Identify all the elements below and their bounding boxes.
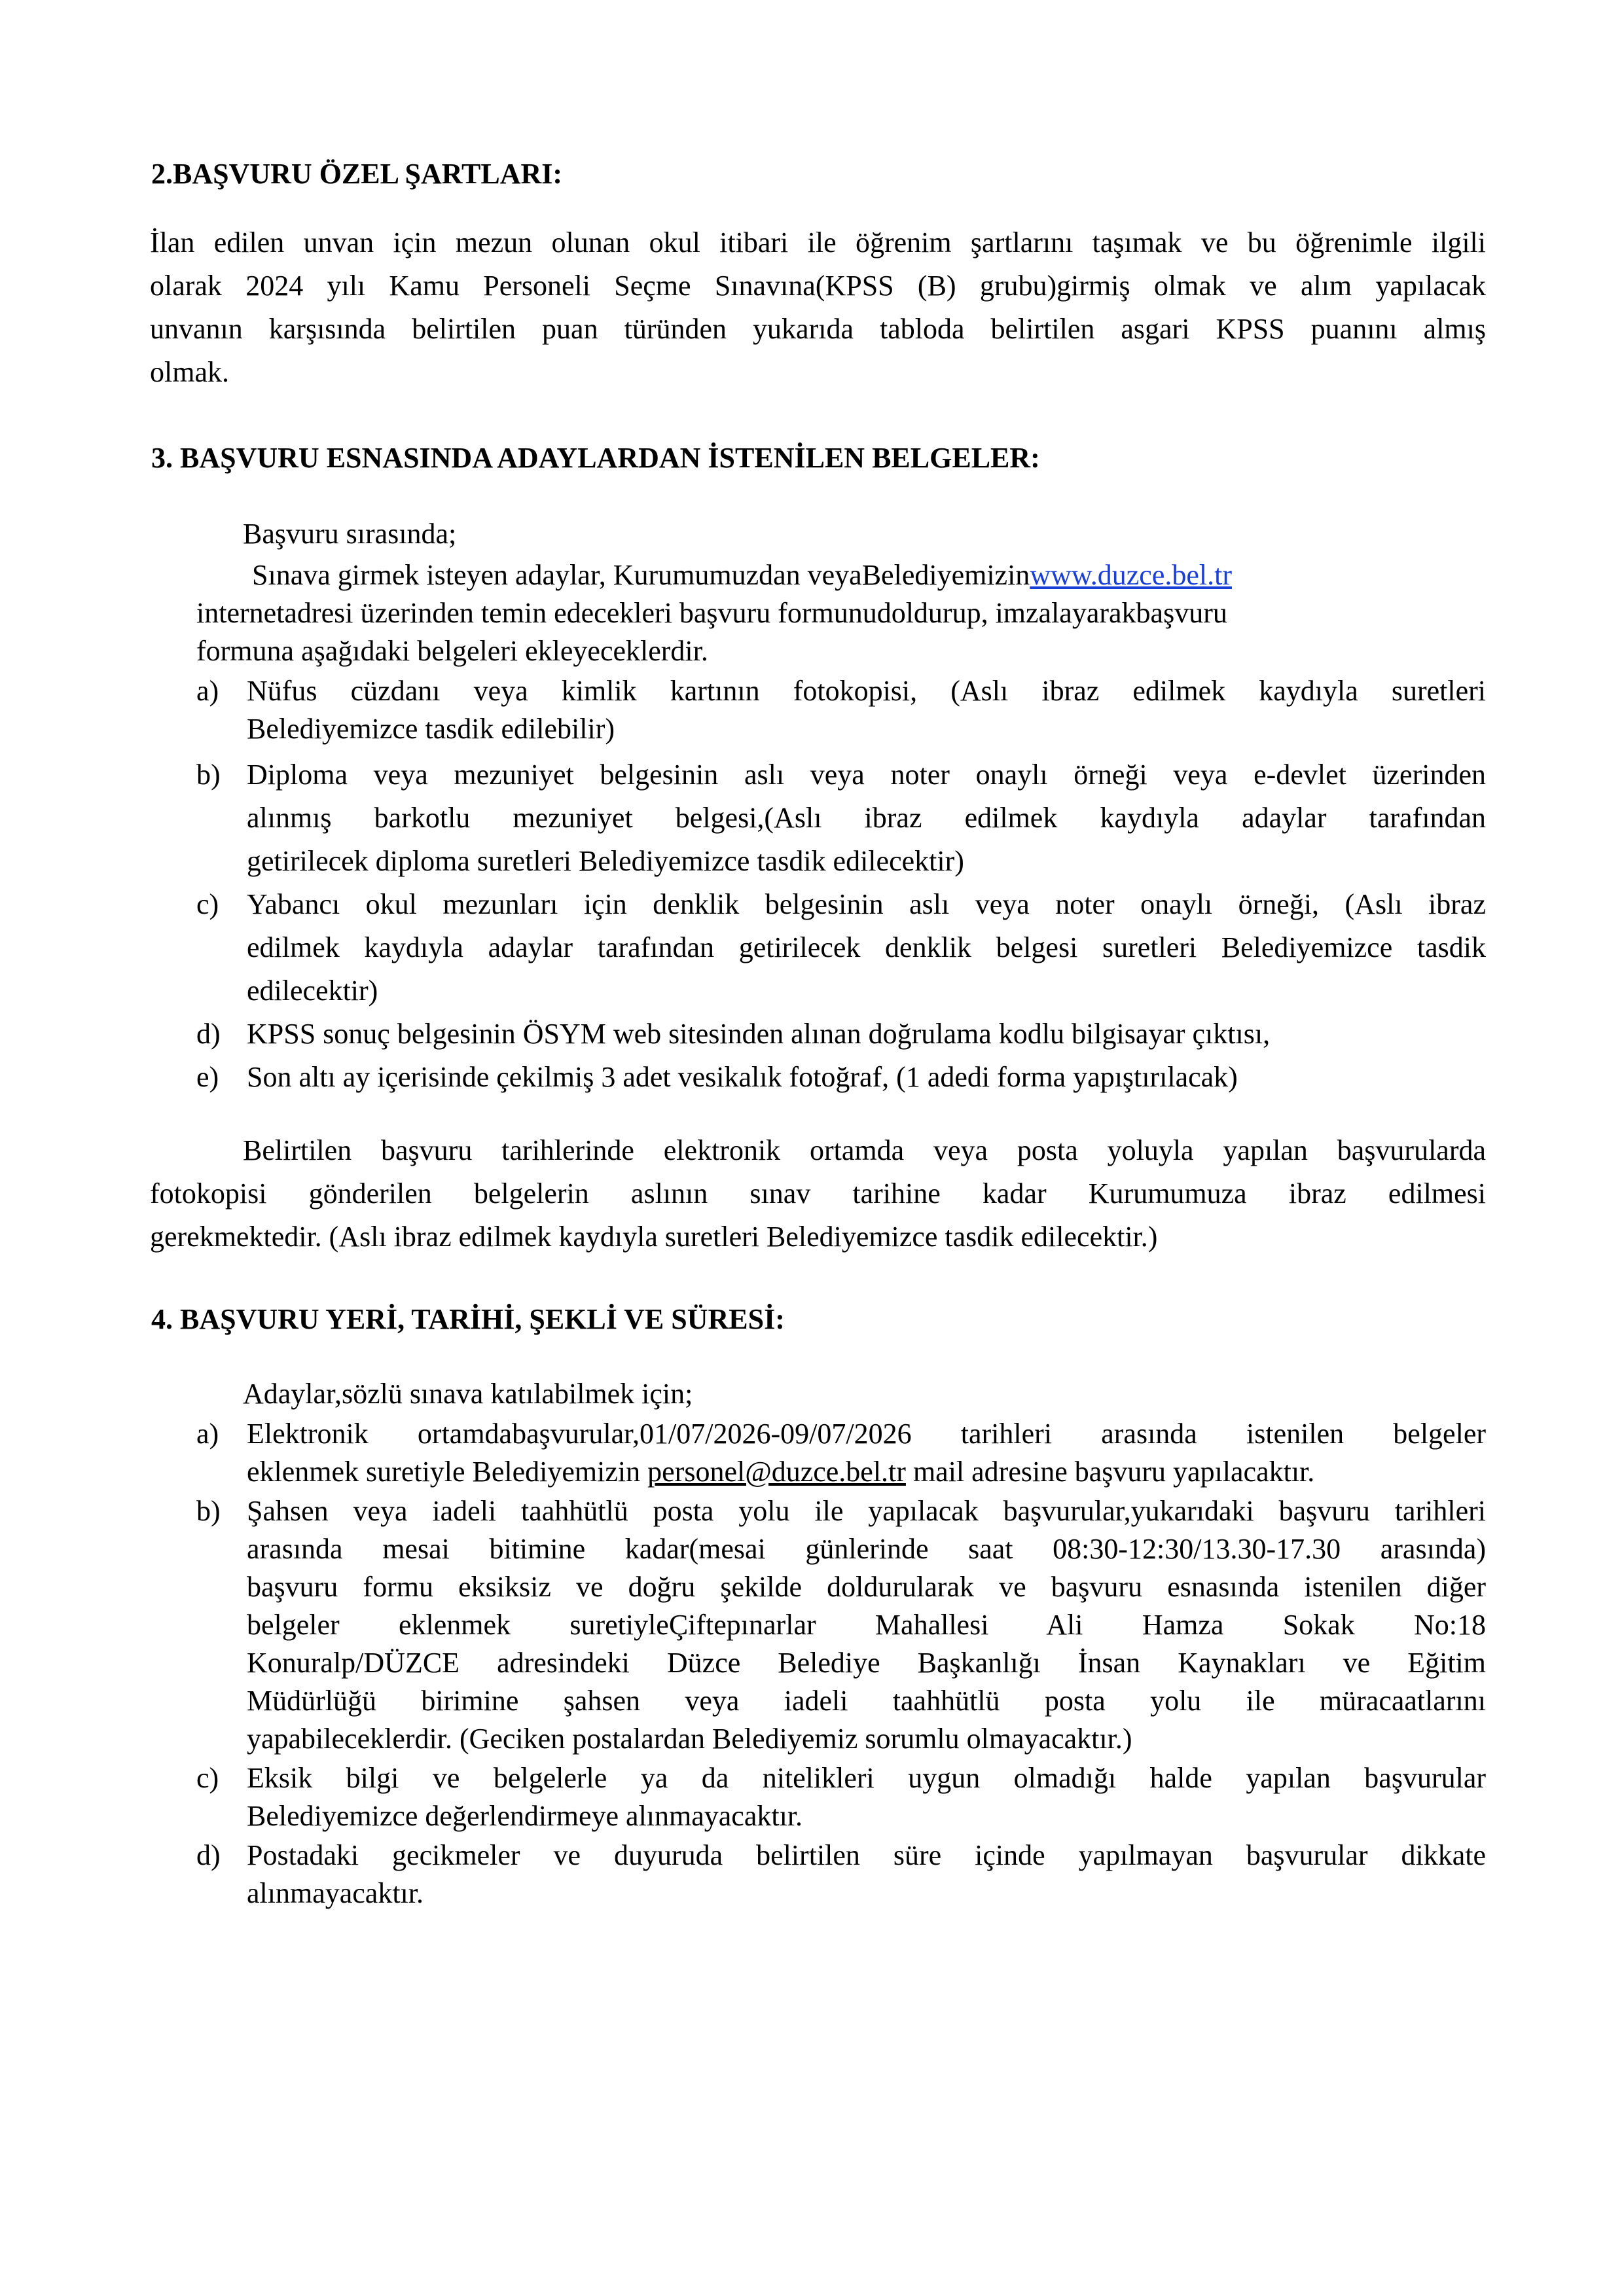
text-line: alınmayacaktır. bbox=[247, 1877, 424, 1909]
list-item bbox=[150, 883, 1486, 1013]
section-3-note bbox=[150, 1129, 1486, 1259]
list-marker: c) bbox=[196, 1762, 219, 1794]
email-prefix: eklenmek suretiyle Belediyemizin bbox=[247, 1456, 648, 1488]
text-line: unvanın karşısında belirtilen puan türünden yukarıda tabloda belirtilen asgari KPSS puanını almış bbox=[150, 313, 1486, 345]
text-line: Nüfus cüzdanı veya kimlik kartının fotokopisi, (Aslı ibraz edilmek kaydıyla suretleri bbox=[247, 675, 1486, 707]
text-line: Belediyemizce değerlendirmeye alınmayacaktır. bbox=[247, 1800, 803, 1832]
list-item bbox=[150, 1013, 1486, 1056]
website-link[interactable]: www.duzce.bel.tr bbox=[1030, 559, 1232, 591]
text-line: fotokopisi gönderilen belgelerin aslının sınav tarihine kadar Kurumumuza ibraz edilmesi bbox=[150, 1177, 1486, 1210]
list-marker: a) bbox=[196, 675, 219, 707]
text-line: Elektronik ortamdabaşvurular,01/07/2026-09/07/2026 tarihleri arasında istenilen belgeler bbox=[247, 1418, 1486, 1450]
text-line: Belirtilen başvuru tarihlerinde elektronik ortamda veya posta yoluyla yapılan başvurularda bbox=[243, 1134, 1486, 1166]
list-marker: c) bbox=[196, 888, 219, 920]
section-4-intro: Adaylar,sözlü sınava katılabilmek için; bbox=[243, 1378, 693, 1410]
list-item bbox=[150, 1837, 1486, 1912]
list-item bbox=[150, 1492, 1486, 1758]
text-line: edilecektir) bbox=[247, 975, 378, 1007]
list-marker: d) bbox=[196, 1018, 221, 1050]
list-marker: e) bbox=[196, 1061, 219, 1093]
list-marker: a) bbox=[196, 1418, 219, 1450]
section-3-heading: 3. BAŞVURU ESNASINDA ADAYLARDAN İSTENİLEN BELGELER: bbox=[151, 442, 1040, 474]
text-line: başvuru formu eksiksiz ve doğru şekilde doldurularak ve başvuru esnasında istenilen diğer bbox=[247, 1571, 1486, 1603]
section-3-line-1-text: Sınava girmek isteyen adaylar, Kurumumuzdan veyaBelediyemizin bbox=[252, 559, 1030, 591]
text-line: yapabileceklerdir. (Geciken postalardan Belediyemiz sorumlu olmayacaktır.) bbox=[247, 1723, 1132, 1755]
list-item bbox=[150, 1759, 1486, 1835]
text-line: Son altı ay içerisinde çekilmiş 3 adet vesikalık fotoğraf, (1 adedi forma yapıştırılacak) bbox=[247, 1061, 1238, 1093]
text-line: olarak 2024 yılı Kamu Personeli Seçme Sınavına(KPSS (B) grubu)girmiş olmak ve alım yapılacak bbox=[150, 270, 1486, 302]
text-line: belgeler eklenmek suretiyleÇiftepınarlar Mahallesi Ali Hamza Sokak No:18 bbox=[247, 1609, 1486, 1641]
text-line: Postadaki gecikmeler ve duyuruda belirtilen süre içinde yapılmayan başvurular dikkate bbox=[247, 1839, 1486, 1871]
application-rules-list bbox=[150, 1415, 1486, 1912]
list-item bbox=[150, 1056, 1486, 1099]
list-item bbox=[150, 753, 1486, 883]
text-line: KPSS sonuç belgesinin ÖSYM web sitesinden alınan doğrulama kodlu bilgisayar çıktısı, bbox=[247, 1018, 1271, 1050]
text-line: Diploma veya mezuniyet belgesinin aslı veya noter onaylı örneği veya e-devlet üzerinden bbox=[247, 759, 1486, 791]
list-item bbox=[150, 1415, 1486, 1491]
section-3-line-2: internetadresi üzerinden temin edecekleri başvuru formunudoldurup, imzalayarakbaşvuru bbox=[196, 597, 1227, 629]
text-line: Belediyemizce tasdik edilebilir) bbox=[247, 713, 615, 745]
text-line: edilmek kaydıyla adaylar tarafından getirilecek denklik belgesi suretleri Belediyemizce tasdik bbox=[247, 931, 1486, 963]
list-marker: b) bbox=[196, 1495, 221, 1527]
list-marker: d) bbox=[196, 1839, 221, 1871]
text-line: alınmış barkotlu mezuniyet belgesi,(Aslı ibraz edilmek kaydıyla adaylar tarafından bbox=[247, 802, 1486, 834]
text-line-with-email bbox=[247, 1453, 1486, 1491]
text-line: arasında mesai bitimine kadar(mesai günlerinde saat 08:30-12:30/13.30-17.30 arasında) bbox=[247, 1533, 1486, 1565]
list-item bbox=[150, 672, 1486, 748]
section-2-paragraph bbox=[150, 221, 1486, 394]
required-documents-list bbox=[150, 672, 1486, 1099]
text-line: Yabancı okul mezunları için denklik belgesinin aslı veya noter onaylı örneği, (Aslı ibraz bbox=[247, 888, 1486, 920]
section-4-heading: 4. BAŞVURU YERİ, TARİHİ, ŞEKLİ VE SÜRESİ: bbox=[151, 1303, 785, 1335]
text-line: Eksik bilgi ve belgelerle ya da nitelikleri uygun olmadığı halde yapılan başvurular bbox=[247, 1762, 1486, 1794]
text-line: Konuralp/DÜZCE adresindeki Düzce Belediye Başkanlığı İnsan Kaynakları ve Eğitim bbox=[247, 1647, 1486, 1679]
text-line: olmak. bbox=[150, 356, 229, 388]
text-line: Müdürlüğü birimine şahsen veya iadeli taahhütlü posta yolu ile müracaatlarını bbox=[247, 1685, 1486, 1717]
text-line: Şahsen veya iadeli taahhütlü posta yolu ile yapılacak başvurular,yukarıdaki başvuru tarihleri bbox=[247, 1495, 1486, 1527]
section-2-heading: 2.BAŞVURU ÖZEL ŞARTLARI: bbox=[151, 158, 563, 190]
section-3-intro: Başvuru sırasında; bbox=[243, 518, 457, 550]
email-suffix: mail adresine başvuru yapılacaktır. bbox=[905, 1456, 1315, 1488]
section-3-line-3: formuna aşağıdaki belgeleri ekleyeceklerdir. bbox=[196, 635, 708, 667]
email-link[interactable]: personel@duzce.bel.tr bbox=[647, 1456, 906, 1488]
text-line: gerekmektedir. (Aslı ibraz edilmek kaydıyla suretleri Belediyemizce tasdik edilecektir.) bbox=[150, 1221, 1158, 1253]
list-marker: b) bbox=[196, 759, 221, 791]
section-3-line-1 bbox=[252, 558, 1232, 592]
text-line: getirilecek diploma suretleri Belediyemizce tasdik edilecektir) bbox=[247, 845, 964, 877]
text-line: İlan edilen unvan için mezun olunan okul itibari ile öğrenim şartlarını taşımak ve bu öğrenimle ilgili bbox=[150, 226, 1486, 259]
